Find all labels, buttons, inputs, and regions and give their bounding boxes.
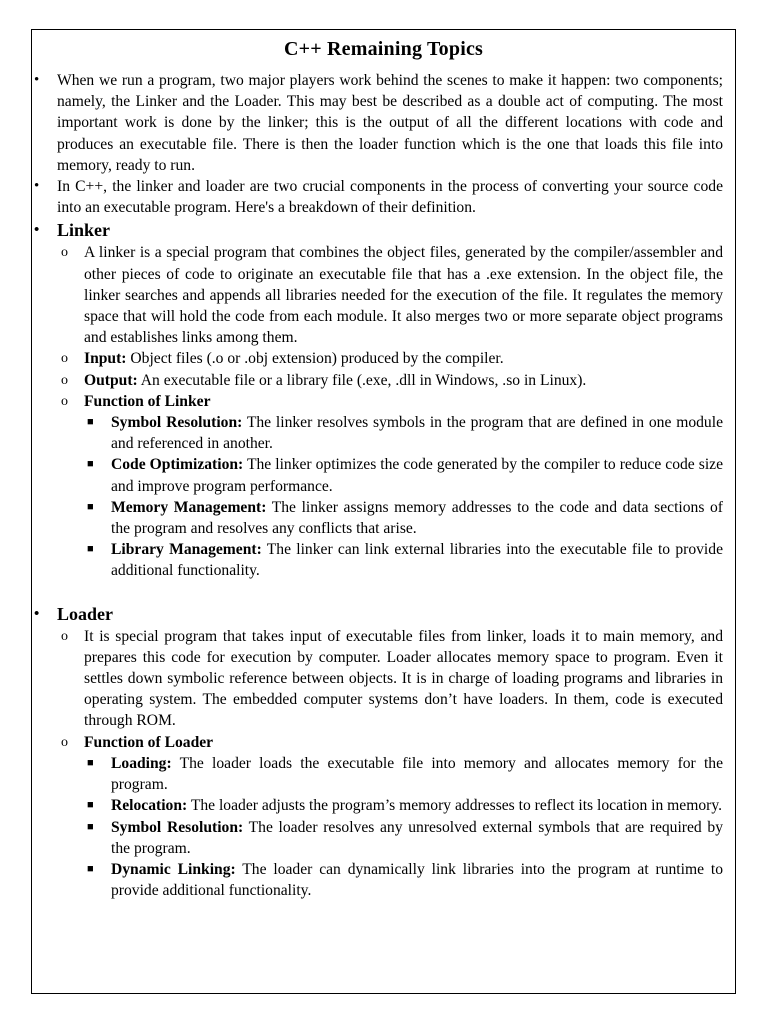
bullet-square-icon: ■ bbox=[87, 500, 94, 513]
loader-heading: • Loader bbox=[34, 603, 113, 624]
loader-function-item: ■ Symbol Resolution: The loader resolves any unresolved external symbols that are required by the program. bbox=[87, 818, 723, 857]
section-spacer bbox=[32, 582, 723, 602]
bullet-dot-icon: • bbox=[34, 222, 40, 239]
bullet-square-icon: ■ bbox=[87, 820, 94, 833]
bullet-dot-icon: • bbox=[34, 605, 40, 622]
linker-function-item: ■ Library Management: The linker can link external libraries into the executable file to provide additional functionality. bbox=[87, 541, 723, 580]
loader-function-item: ■ Relocation: The loader adjusts the program’s memory addresses to reflect its location in memory. bbox=[32, 795, 723, 816]
linker-output: o Output: An executable file or a library file (.exe, .dll in Windows, .so in Linux). bbox=[32, 370, 723, 391]
bullet-circle-icon: o bbox=[61, 734, 68, 750]
document-content bbox=[32, 70, 723, 901]
bullet-dot-icon: • bbox=[34, 178, 40, 195]
loader-function-item: ■ Dynamic Linking: The loader can dynamically link libraries into the program at runtime to provide additional functionality. bbox=[87, 860, 723, 900]
bullet-square-icon: ■ bbox=[87, 416, 94, 429]
bullet-square-icon: ■ bbox=[87, 756, 94, 769]
bullet-circle-icon: o bbox=[61, 372, 68, 388]
intro-paragraph: • When we run a program, two major players work behind the scenes to make it happen: two components; namely, the Linker and the Loader. This may best be described as a double act of computing. The most important work is done by the linker; this is the output of all the different locations with code and produces an executable file. There is then the loader function which is the one that loads this file into memory, ready to run. bbox=[34, 72, 723, 174]
bullet-square-icon: ■ bbox=[87, 799, 94, 812]
bullet-circle-icon: o bbox=[61, 393, 68, 409]
linker-function-heading: o Function of Linker bbox=[32, 391, 723, 412]
page-title: C++ Remaining Topics bbox=[283, 38, 484, 60]
loader-description: o It is special program that takes input of executable files from linker, loads it to main memory, and prepares this code for execution by computer. Loader allocates memory space to program. Even it settles down symbolic reference between objects. It is in charge of loading programs and libraries in operating system. The embedded computer systems don’t have loaders. In them, code is executed through ROM. bbox=[61, 627, 723, 730]
document-page bbox=[31, 29, 736, 994]
bullet-circle-icon: o bbox=[61, 351, 68, 367]
linker-heading: • Linker bbox=[34, 220, 111, 241]
bullet-square-icon: ■ bbox=[87, 458, 94, 471]
bullet-square-icon: ■ bbox=[87, 543, 94, 556]
bullet-square-icon: ■ bbox=[87, 862, 94, 875]
linker-function-item: ■ Memory Management: The linker assigns memory addresses to the code and data sections of the program and resolves any conflicts that arise. bbox=[87, 498, 723, 538]
loader-function-heading: o Function of Loader bbox=[32, 732, 723, 753]
linker-input: o Input: Object files (.o or .obj extension) produced by the compiler. bbox=[32, 348, 723, 369]
linker-function-item: ■ Symbol Resolution: The linker resolves symbols in the program that are defined in one module and referenced in another. bbox=[87, 414, 723, 453]
intro-paragraph: • In C++, the linker and loader are two crucial components in the process of converting your source code into an executable program. Here's a breakdown of their definition. bbox=[34, 178, 723, 217]
bullet-circle-icon: o bbox=[61, 628, 68, 644]
bullet-circle-icon: o bbox=[61, 245, 68, 261]
loader-function-item: ■ Loading: The loader loads the executable file into memory and allocates memory for the program. bbox=[87, 754, 723, 794]
bullet-dot-icon: • bbox=[34, 72, 40, 88]
linker-description: o A linker is a special program that combines the object files, generated by the compiler/assembler and other pieces of code to originate an executable file that has a .exe extension. In the object file, the linker searches and appends all libraries needed for the execution of the file. It regulates the memory space that will hold the code from each module. It also merges two or more separate object programs and establishes links among them. bbox=[61, 244, 723, 347]
linker-function-item: ■ Code Optimization: The linker optimizes the code generated by the compiler to reduce code size and improve program performance. bbox=[87, 456, 723, 495]
